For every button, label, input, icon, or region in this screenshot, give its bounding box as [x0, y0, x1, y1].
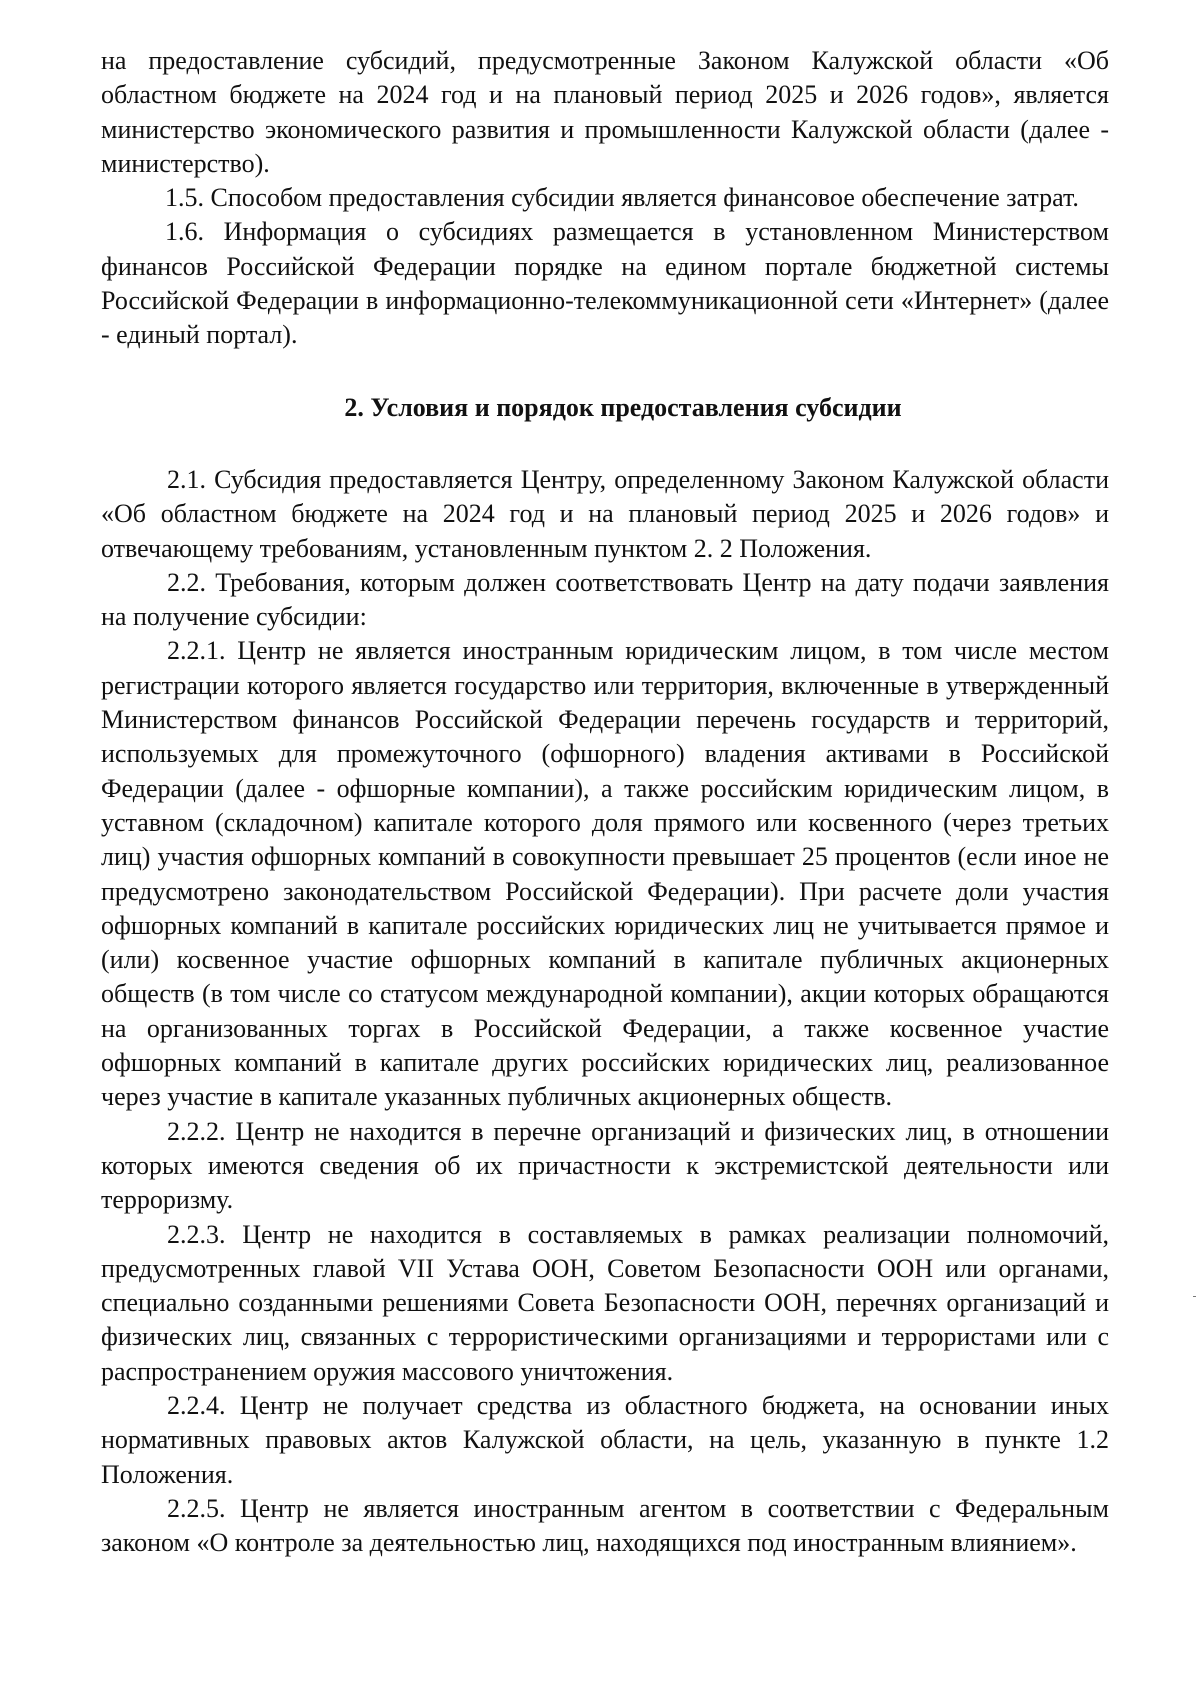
paragraph-1-6: 1.6. Информация о субсидиях размещается в установленном Министерством финансов Российской Федерации порядке на едином портале бюджетной системы Российской Федерации в информационно-телекоммуникационной сети «Интернет» (далее - единый портал). — [101, 217, 1109, 350]
section-heading: 2. Условия и порядок предоставления субсидии — [344, 392, 902, 422]
scan-speck — [1193, 1296, 1196, 1297]
paragraph-2-2-1: 2.2.1. Центр не является иностранным юридическим лицом, в том числе местом регистрации которого является государство или территория, включенные в утвержденный Министерством финансов Российской Федерации перечень государств и территорий, используемых для промежуточного (офшорного) владения активами в Российской Федерации (далее - офшорные компании), а также российским юридическим лицом, в уставном (складочном) капитале которого доля прямого или косвенного (через третьих лиц) участия офшорных компаний в совокупности превышает 25 процентов (если иное не предусмотрено законодательством Российской Федерации). При расчете доли участия офшорных компаний в капитале российских юридических лиц не учитывается прямое и (или) косвенное участие офшорных компаний в капитале публичных акционерных обществ (в том числе со статусом международной компании), акции которых обращаются на организованных торгах в Российской Федерации, а также косвенное участие офшорных компаний в капитале других российских юридических лиц, реализованное через участие в капитале указанных публичных акционерных обществ. — [101, 636, 1109, 1112]
paragraph-2-2-2: 2.2.2. Центр не находится в перечне организаций и физических лиц, в отношении которых имеются сведения об их причастности к экстремистской деятельности или терроризму. — [101, 1116, 1109, 1215]
paragraph-1-5: 1.5. Способом предоставления субсидии является финансовое обеспечение затрат. — [165, 183, 1079, 213]
paragraph-2-1: 2.1. Субсидия предоставляется Центру, определенному Законом Калужской области «Об областном бюджете на 2024 год и на плановый период 2025 и 2026 годов» и отвечающему требованиям, установленным пунктом 2. 2 Положения. — [101, 464, 1109, 563]
paragraph-2-2-5: 2.2.5. Центр не является иностранным агентом в соответствии с Федеральным законом «О контроле за деятельностью лиц, находящихся под иностранным влиянием». — [101, 1493, 1109, 1558]
paragraph-2-2: 2.2. Требования, которым должен соответствовать Центр на дату подачи заявления на получение субсидии: — [101, 567, 1109, 632]
paragraph-2-2-4: 2.2.4. Центр не получает средства из областного бюджета, на основании иных нормативных правовых актов Калужской области, на цель, указанную в пункте 1.2 Положения. — [101, 1390, 1109, 1489]
document-body — [101, 44, 1109, 1560]
paragraph-2-2-3: 2.2.3. Центр не находится в составляемых в рамках реализации полномочий, предусмотренных главой VII Устава ООН, Советом Безопасности ООН или органами, специально созданными решениями Совета Безопасности ООН, перечнях организаций и физических лиц, связанных с террористическими организациями и террористами или с распространением оружия массового уничтожения. — [101, 1219, 1109, 1386]
paragraph-continuation: на предоставление субсидий, предусмотренные Законом Калужской области «Об областном бюджете на 2024 год и на плановый период 2025 и 2026 годов», является министерство экономического развития и промышленности Калужской области (далее - министерство). — [101, 46, 1109, 178]
